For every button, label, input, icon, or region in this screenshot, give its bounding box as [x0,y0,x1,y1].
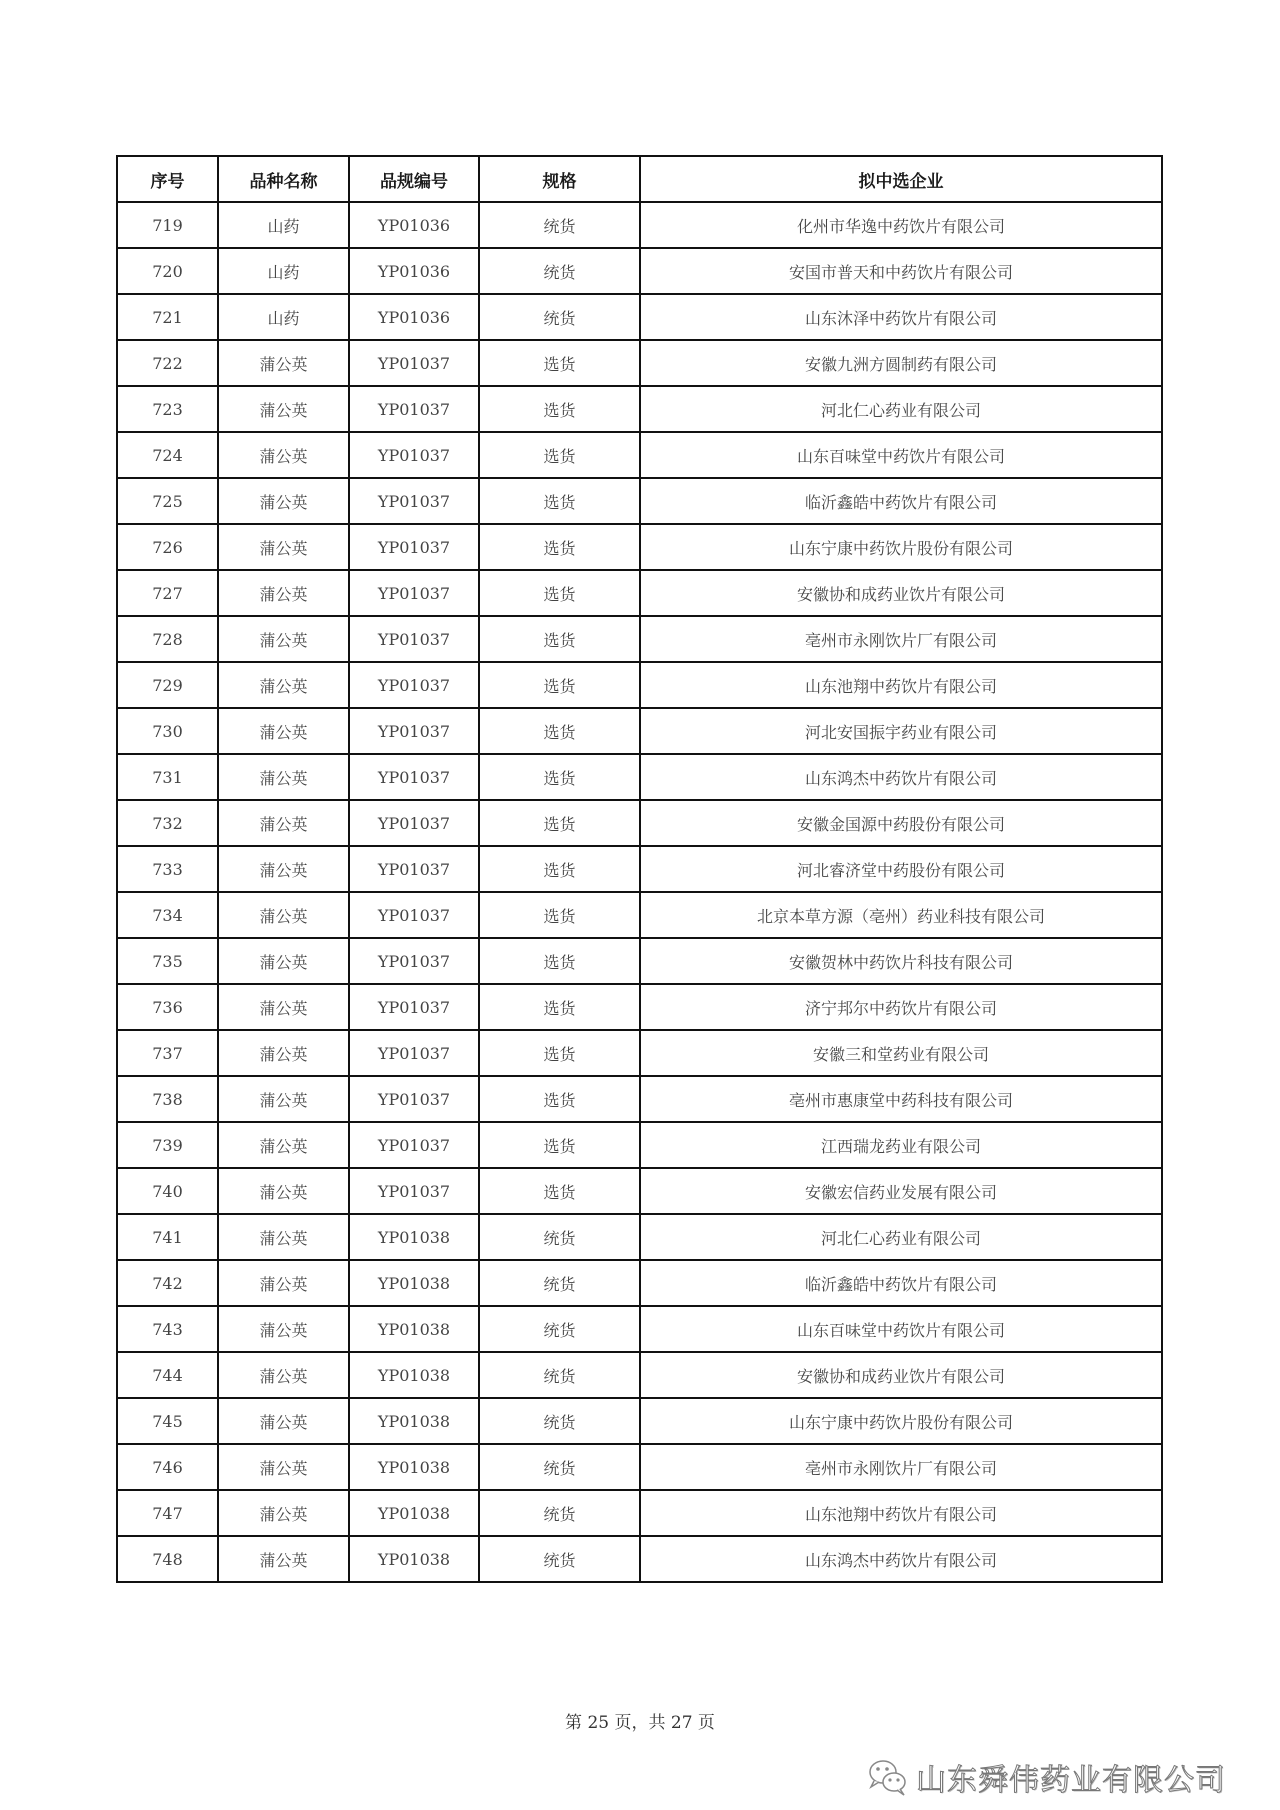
cell-spec-code: YP01037 [349,1076,479,1122]
cell-proposed-company: 临沂鑫皓中药饮片有限公司 [640,478,1162,524]
cell-grade: 选货 [479,1030,640,1076]
header-grade: 规格 [479,156,640,202]
cell-variety-name: 蒲公英 [218,616,349,662]
cell-variety-name: 蒲公英 [218,662,349,708]
cell-proposed-company: 安徽宏信药业发展有限公司 [640,1168,1162,1214]
cell-grade: 选货 [479,800,640,846]
cell-proposed-company: 山东宁康中药饮片股份有限公司 [640,524,1162,570]
cell-serial-number: 745 [117,1398,218,1444]
cell-grade: 统货 [479,1490,640,1536]
cell-variety-name: 山药 [218,294,349,340]
cell-serial-number: 735 [117,938,218,984]
cell-spec-code: YP01038 [349,1444,479,1490]
cell-grade: 统货 [479,1536,640,1582]
table-row [117,1168,1162,1214]
table-header-row [117,156,1162,202]
cell-proposed-company: 安徽金国源中药股份有限公司 [640,800,1162,846]
cell-grade: 统货 [479,1398,640,1444]
results-table [116,155,1163,1583]
cell-proposed-company: 亳州市永刚饮片厂有限公司 [640,616,1162,662]
cell-grade: 选货 [479,984,640,1030]
watermark [866,1752,1226,1802]
cell-variety-name: 蒲公英 [218,1168,349,1214]
cell-grade: 统货 [479,1444,640,1490]
cell-proposed-company: 山东鸿杰中药饮片有限公司 [640,1536,1162,1582]
table-row [117,248,1162,294]
cell-variety-name: 蒲公英 [218,1076,349,1122]
cell-serial-number: 744 [117,1352,218,1398]
cell-serial-number: 734 [117,892,218,938]
cell-spec-code: YP01036 [349,202,479,248]
page-indicator: 第 25 页，共 27 页 [565,1713,715,1733]
cell-variety-name: 蒲公英 [218,1122,349,1168]
cell-proposed-company: 安徽贺林中药饮片科技有限公司 [640,938,1162,984]
cell-proposed-company: 山东百味堂中药饮片有限公司 [640,1306,1162,1352]
header-serial-number: 序号 [117,156,218,202]
header-spec-code: 品规编号 [349,156,479,202]
table-row [117,1076,1162,1122]
cell-variety-name: 山药 [218,202,349,248]
cell-grade: 选货 [479,1076,640,1122]
cell-grade: 选货 [479,524,640,570]
cell-serial-number: 719 [117,202,218,248]
cell-variety-name: 蒲公英 [218,1352,349,1398]
table-row [117,708,1162,754]
cell-serial-number: 738 [117,1076,218,1122]
cell-variety-name: 蒲公英 [218,1444,349,1490]
cell-grade: 统货 [479,1214,640,1260]
cell-proposed-company: 济宁邦尔中药饮片有限公司 [640,984,1162,1030]
cell-serial-number: 743 [117,1306,218,1352]
cell-spec-code: YP01037 [349,478,479,524]
cell-proposed-company: 亳州市惠康堂中药科技有限公司 [640,1076,1162,1122]
cell-variety-name: 蒲公英 [218,708,349,754]
cell-variety-name: 蒲公英 [218,432,349,478]
cell-serial-number: 746 [117,1444,218,1490]
table-row [117,1214,1162,1260]
cell-variety-name: 蒲公英 [218,754,349,800]
cell-spec-code: YP01037 [349,386,479,432]
cell-spec-code: YP01038 [349,1260,479,1306]
table-row [117,800,1162,846]
cell-spec-code: YP01037 [349,524,479,570]
cell-proposed-company: 安徽协和成药业饮片有限公司 [640,1352,1162,1398]
cell-variety-name: 蒲公英 [218,938,349,984]
cell-grade: 选货 [479,1168,640,1214]
cell-serial-number: 741 [117,1214,218,1260]
cell-serial-number: 732 [117,800,218,846]
table-row [117,616,1162,662]
cell-serial-number: 727 [117,570,218,616]
cell-proposed-company: 安国市普天和中药饮片有限公司 [640,248,1162,294]
cell-grade: 选货 [479,616,640,662]
cell-grade: 选货 [479,478,640,524]
table-row [117,938,1162,984]
cell-serial-number: 742 [117,1260,218,1306]
cell-serial-number: 748 [117,1536,218,1582]
cell-serial-number: 731 [117,754,218,800]
table-row [117,1490,1162,1536]
table-row [117,1260,1162,1306]
cell-variety-name: 蒲公英 [218,800,349,846]
cell-grade: 选货 [479,754,640,800]
cell-serial-number: 739 [117,1122,218,1168]
table-row [117,202,1162,248]
cell-spec-code: YP01037 [349,892,479,938]
table-row [117,432,1162,478]
cell-spec-code: YP01037 [349,846,479,892]
cell-serial-number: 737 [117,1030,218,1076]
cell-grade: 选货 [479,340,640,386]
cell-variety-name: 蒲公英 [218,984,349,1030]
cell-spec-code: YP01038 [349,1536,479,1582]
cell-spec-code: YP01038 [349,1214,479,1260]
cell-proposed-company: 河北睿济堂中药股份有限公司 [640,846,1162,892]
cell-serial-number: 733 [117,846,218,892]
cell-variety-name: 蒲公英 [218,1214,349,1260]
table-row [117,294,1162,340]
cell-grade: 统货 [479,1306,640,1352]
cell-spec-code: YP01037 [349,1168,479,1214]
cell-proposed-company: 山东宁康中药饮片股份有限公司 [640,1398,1162,1444]
cell-proposed-company: 河北仁心药业有限公司 [640,386,1162,432]
cell-variety-name: 蒲公英 [218,570,349,616]
cell-grade: 统货 [479,248,640,294]
cell-spec-code: YP01038 [349,1306,479,1352]
cell-proposed-company: 临沂鑫皓中药饮片有限公司 [640,1260,1162,1306]
cell-variety-name: 蒲公英 [218,1536,349,1582]
cell-spec-code: YP01037 [349,938,479,984]
table-row [117,892,1162,938]
cell-spec-code: YP01037 [349,754,479,800]
table-row [117,386,1162,432]
cell-spec-code: YP01037 [349,1030,479,1076]
cell-variety-name: 蒲公英 [218,386,349,432]
cell-serial-number: 722 [117,340,218,386]
cell-spec-code: YP01037 [349,1122,479,1168]
cell-grade: 选货 [479,938,640,984]
cell-proposed-company: 山东池翔中药饮片有限公司 [640,1490,1162,1536]
cell-spec-code: YP01037 [349,708,479,754]
cell-variety-name: 蒲公英 [218,1030,349,1076]
cell-grade: 统货 [479,1260,640,1306]
cell-spec-code: YP01037 [349,432,479,478]
table-row [117,1444,1162,1490]
cell-spec-code: YP01038 [349,1398,479,1444]
cell-spec-code: YP01037 [349,984,479,1030]
cell-proposed-company: 安徽协和成药业饮片有限公司 [640,570,1162,616]
cell-variety-name: 蒲公英 [218,892,349,938]
cell-grade: 选货 [479,432,640,478]
watermark-text: 山东舜伟药业有限公司 [916,1763,1226,1798]
header-proposed-company: 拟中选企业 [640,156,1162,202]
cell-spec-code: YP01037 [349,340,479,386]
cell-serial-number: 725 [117,478,218,524]
cell-grade: 选货 [479,662,640,708]
cell-serial-number: 740 [117,1168,218,1214]
cell-serial-number: 730 [117,708,218,754]
table-row [117,524,1162,570]
cell-serial-number: 724 [117,432,218,478]
cell-variety-name: 蒲公英 [218,1260,349,1306]
table-row [117,340,1162,386]
cell-proposed-company: 北京本草方源（亳州）药业科技有限公司 [640,892,1162,938]
cell-proposed-company: 河北仁心药业有限公司 [640,1214,1162,1260]
cell-grade: 选货 [479,386,640,432]
cell-grade: 选货 [479,570,640,616]
cell-proposed-company: 安徽三和堂药业有限公司 [640,1030,1162,1076]
cell-proposed-company: 山东沐泽中药饮片有限公司 [640,294,1162,340]
cell-variety-name: 蒲公英 [218,478,349,524]
cell-grade: 统货 [479,294,640,340]
cell-serial-number: 726 [117,524,218,570]
cell-spec-code: YP01037 [349,570,479,616]
cell-spec-code: YP01037 [349,616,479,662]
table-row [117,1398,1162,1444]
cell-variety-name: 蒲公英 [218,1490,349,1536]
cell-spec-code: YP01038 [349,1352,479,1398]
table-row [117,1536,1162,1582]
cell-variety-name: 蒲公英 [218,846,349,892]
wechat-icon [866,1755,910,1799]
cell-variety-name: 蒲公英 [218,1306,349,1352]
cell-proposed-company: 江西瑞龙药业有限公司 [640,1122,1162,1168]
cell-spec-code: YP01036 [349,248,479,294]
cell-spec-code: YP01038 [349,1490,479,1536]
cell-serial-number: 747 [117,1490,218,1536]
cell-variety-name: 蒲公英 [218,1398,349,1444]
table-row [117,1352,1162,1398]
table-row [117,662,1162,708]
table-row [117,570,1162,616]
table-row [117,754,1162,800]
cell-variety-name: 山药 [218,248,349,294]
table-row [117,1030,1162,1076]
cell-spec-code: YP01037 [349,800,479,846]
table-row [117,1122,1162,1168]
cell-grade: 统货 [479,1352,640,1398]
table-body [117,202,1162,1582]
cell-grade: 选货 [479,892,640,938]
table-row [117,478,1162,524]
header-variety-name: 品种名称 [218,156,349,202]
cell-spec-code: YP01037 [349,662,479,708]
cell-serial-number: 723 [117,386,218,432]
cell-serial-number: 721 [117,294,218,340]
cell-proposed-company: 亳州市永刚饮片厂有限公司 [640,1444,1162,1490]
cell-variety-name: 蒲公英 [218,524,349,570]
cell-grade: 统货 [479,202,640,248]
cell-grade: 选货 [479,708,640,754]
cell-proposed-company: 河北安国振宇药业有限公司 [640,708,1162,754]
cell-grade: 选货 [479,1122,640,1168]
cell-proposed-company: 山东池翔中药饮片有限公司 [640,662,1162,708]
table-row [117,846,1162,892]
cell-serial-number: 729 [117,662,218,708]
cell-grade: 选货 [479,846,640,892]
cell-proposed-company: 安徽九洲方圆制药有限公司 [640,340,1162,386]
cell-serial-number: 736 [117,984,218,1030]
cell-proposed-company: 山东鸿杰中药饮片有限公司 [640,754,1162,800]
cell-proposed-company: 山东百味堂中药饮片有限公司 [640,432,1162,478]
cell-variety-name: 蒲公英 [218,340,349,386]
table-row [117,1306,1162,1352]
cell-serial-number: 720 [117,248,218,294]
cell-proposed-company: 化州市华逸中药饮片有限公司 [640,202,1162,248]
table-row [117,984,1162,1030]
cell-spec-code: YP01036 [349,294,479,340]
cell-serial-number: 728 [117,616,218,662]
